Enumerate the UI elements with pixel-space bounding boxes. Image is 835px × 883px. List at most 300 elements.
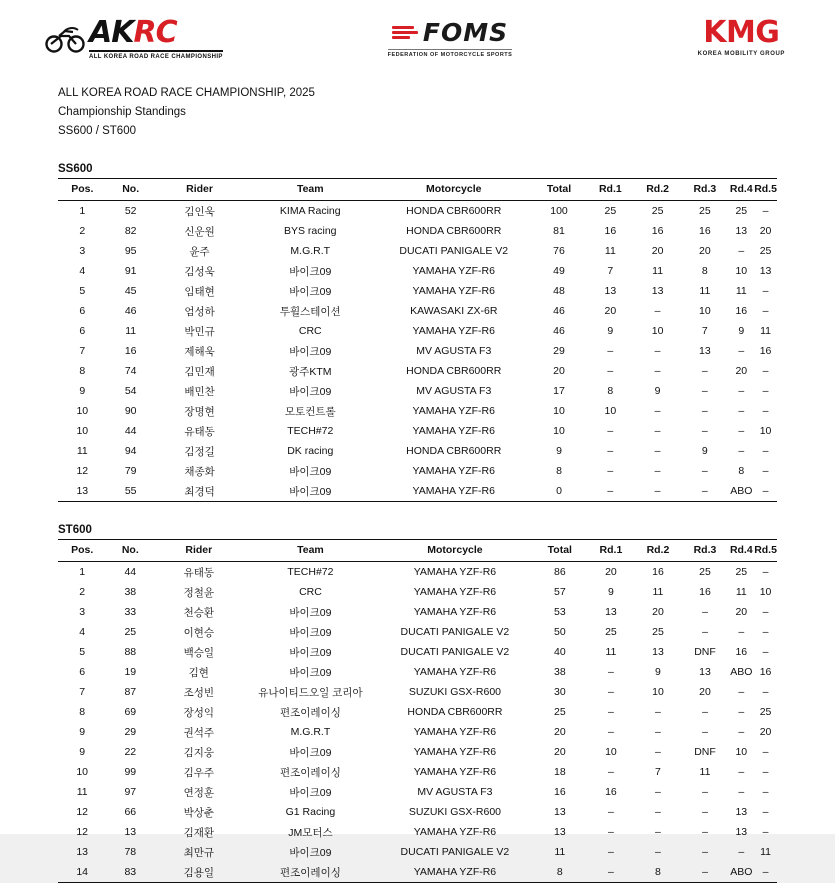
cell-rd2: – <box>655 786 661 798</box>
cell-total: 40 <box>553 646 566 658</box>
cell-rd1: 25 <box>604 205 617 217</box>
cell-rd3: – <box>702 606 708 618</box>
cell-team: 바이크09 <box>289 786 332 799</box>
cell-pos: 6 <box>79 305 86 317</box>
cell-rd5: – <box>762 365 769 377</box>
cell-rider: 윤주 <box>189 245 210 258</box>
cell-rd4: 20 <box>735 606 748 618</box>
cell-rd2: – <box>654 365 661 377</box>
cell-rd5: 11 <box>760 325 772 337</box>
cell-rider: 김성욱 <box>184 265 215 278</box>
cell-rd5: – <box>754 481 777 502</box>
table-row <box>58 421 777 441</box>
cell-pos: 12 <box>76 806 88 818</box>
standings-table-ss600 <box>58 178 777 502</box>
cell-total: 50 <box>553 626 566 638</box>
cell-no: 82 <box>124 225 137 237</box>
cell-no: 16 <box>124 345 137 357</box>
cell-rider: 장명현 <box>184 405 215 418</box>
table-row <box>58 201 777 222</box>
cell-pos: 5 <box>79 285 86 297</box>
cell-rd2: – <box>634 481 681 502</box>
cell-motorcycle: SUZUKI GSX-R600 <box>408 806 502 818</box>
cell-total: 10 <box>553 405 565 417</box>
cell-rd5: 11 <box>760 846 772 858</box>
column-header-no: No. <box>106 540 154 562</box>
cell-rider: 김현 <box>188 666 209 679</box>
cell-no: 19 <box>124 666 137 678</box>
cell-motorcycle: HONDA CBR600RR <box>406 365 502 377</box>
cell-team: 편조이레이싱 <box>243 862 377 883</box>
cell-rider: 임태현 <box>184 285 215 298</box>
cell-rd4: ABO <box>728 481 754 502</box>
cell-motorcycle: YAMAHA YZF-R6 <box>413 726 497 738</box>
heading-line-standings: Championship Standings <box>58 106 186 118</box>
cell-rd2: 10 <box>652 686 664 698</box>
cell-no: 91 <box>124 265 137 277</box>
cell-rd1: – <box>608 766 614 778</box>
cell-rd4: 13 <box>735 225 748 237</box>
cell-rd2: 25 <box>651 205 664 217</box>
table-row <box>58 782 777 802</box>
cell-rd4: – <box>738 766 745 778</box>
cell-rd5: 16 <box>759 345 772 357</box>
cell-pos: 6 <box>79 666 86 678</box>
cell-team: 편조이레이싱 <box>280 706 341 719</box>
fmos-subtitle: FEDERATION OF MOTORCYCLE SPORTS <box>388 49 513 58</box>
cell-rider: 김정길 <box>184 445 215 458</box>
cell-pos: 11 <box>76 786 88 798</box>
cell-motorcycle: YAMAHA YZF-R6 <box>413 666 497 678</box>
cell-team: 바이크09 <box>289 385 332 398</box>
cell-rider: 장성익 <box>183 706 214 719</box>
cell-rd5: 20 <box>759 225 772 237</box>
table-row <box>58 582 777 602</box>
cell-rd5: 13 <box>759 265 772 277</box>
column-header-rd4: Rd.4 <box>728 179 754 201</box>
column-header-pos: Pos. <box>58 179 107 201</box>
cell-total: 8 <box>532 862 587 883</box>
cell-rd1: 8 <box>607 385 614 397</box>
cell-total: 30 <box>553 686 566 698</box>
cell-no: 54 <box>124 385 137 397</box>
cell-rd3: 25 <box>699 205 711 217</box>
cell-pos: 9 <box>79 726 86 738</box>
cell-no: 52 <box>124 205 137 217</box>
akrc-logo <box>45 15 315 60</box>
cell-rider: 최만규 <box>183 846 214 859</box>
cell-rd2: 16 <box>652 566 664 578</box>
cell-total: 48 <box>553 285 565 297</box>
cell-total: 100 <box>550 205 568 217</box>
table-row <box>58 481 777 502</box>
cell-rd5: – <box>762 826 769 838</box>
cell-rd3: 13 <box>699 345 711 357</box>
cell-pos: 6 <box>79 325 86 337</box>
cell-rd1: – <box>608 806 614 818</box>
cell-rd4: 9 <box>738 325 745 337</box>
cell-rd5: – <box>754 862 777 883</box>
cell-rd4: 16 <box>735 646 748 658</box>
akrc-word-rc: RC <box>133 15 177 50</box>
section-title-ss600: SS600 <box>58 163 93 175</box>
cell-total: 76 <box>553 245 565 257</box>
cell-rd5: 25 <box>759 706 772 718</box>
cell-rd3: – <box>681 481 728 502</box>
cell-total: 25 <box>553 706 566 718</box>
cell-rd4: 10 <box>735 746 748 758</box>
cell-rd3: – <box>701 405 708 417</box>
cell-motorcycle: MV AGUSTA F3 <box>417 786 493 798</box>
cell-rd1: 13 <box>605 606 617 618</box>
cell-rd1: – <box>607 465 614 477</box>
cell-rider: 배민찬 <box>184 385 215 398</box>
cell-rd4: – <box>738 706 745 718</box>
cell-rd3: 7 <box>701 325 708 337</box>
cell-total: 29 <box>553 345 565 357</box>
cell-rd2: – <box>655 726 661 738</box>
cell-total: 46 <box>553 305 565 317</box>
cell-rd4: 25 <box>735 566 748 578</box>
cell-rd2: 13 <box>652 646 664 658</box>
cell-rd2: 9 <box>655 666 661 678</box>
cell-rd5: – <box>762 205 769 217</box>
cell-team: 편조이레이싱 <box>280 766 341 779</box>
cell-rd3: – <box>701 385 708 397</box>
cell-motorcycle: DUCATI PANIGALE V2 <box>400 646 510 658</box>
cell-rd4: ABO <box>730 666 753 678</box>
kmg-subtitle: KOREA MOBILITY GROUP <box>697 51 785 57</box>
cell-rider: 이현승 <box>183 626 214 639</box>
cell-rd5: – <box>762 746 769 758</box>
column-header-rd1: Rd.1 <box>587 179 634 201</box>
cell-no: 83 <box>106 862 154 883</box>
cell-rd4: – <box>738 345 745 357</box>
cell-rider: 김우주 <box>183 766 214 779</box>
cell-team: G1 Racing <box>285 806 336 818</box>
cell-rd3: – <box>701 365 708 377</box>
cell-rider: 연정훈 <box>183 786 214 799</box>
cell-rd1: 20 <box>604 305 617 317</box>
cell-motorcycle: DUCATI PANIGALE V2 <box>400 626 510 638</box>
cell-rd2: – <box>655 826 661 838</box>
cell-rd4: 11 <box>735 285 747 297</box>
cell-no: 25 <box>124 626 137 638</box>
cell-rd2: – <box>655 746 661 758</box>
cell-rider: 권석주 <box>183 726 214 739</box>
cell-total: 16 <box>553 786 566 798</box>
cell-pos: 5 <box>79 646 86 658</box>
cell-rider: 채종화 <box>184 465 215 478</box>
cell-rider: 제해욱 <box>184 345 215 358</box>
cell-team: M.G.R.T <box>290 726 331 738</box>
column-header-rider: Rider <box>154 540 243 562</box>
cell-team: TECH#72 <box>287 425 334 437</box>
cell-rd2: 13 <box>651 285 664 297</box>
cell-team: 모토컨트롤 <box>284 405 336 418</box>
cell-team: 바이크09 <box>289 666 332 679</box>
cell-rd2: 11 <box>652 265 664 277</box>
cell-rd4: – <box>738 245 745 257</box>
cell-rider: 김용일 <box>154 862 243 883</box>
cell-no: 66 <box>124 806 137 818</box>
cell-rd1: – <box>607 345 614 357</box>
table-row <box>58 381 777 401</box>
cell-no: 46 <box>124 305 137 317</box>
cell-rd2: – <box>655 846 661 858</box>
column-header-total: Total <box>531 179 586 201</box>
cell-no: 94 <box>124 445 137 457</box>
cell-total: 17 <box>553 385 565 397</box>
cell-no: 74 <box>124 365 137 377</box>
cell-rd4: – <box>738 786 745 798</box>
table-row <box>58 762 777 782</box>
cell-rd1: – <box>608 686 614 698</box>
cell-pos: 7 <box>79 686 86 698</box>
cell-rd1: 9 <box>607 325 614 337</box>
cell-total: 46 <box>553 325 565 337</box>
table-row <box>58 822 777 842</box>
cell-rider: 김민재 <box>184 365 215 378</box>
table-row <box>58 401 777 421</box>
cell-rd5: – <box>762 566 769 578</box>
cell-team: 바이크09 <box>289 646 332 659</box>
cell-rd3: – <box>702 846 708 858</box>
cell-team: 바이크09 <box>244 481 376 502</box>
cell-rd5: – <box>762 686 769 698</box>
table-row <box>58 441 777 461</box>
cell-total: 9 <box>556 445 562 457</box>
cell-total: 10 <box>553 425 565 437</box>
cell-rd4: – <box>738 726 745 738</box>
cell-motorcycle: YAMAHA YZF-R6 <box>413 586 497 598</box>
cell-rd2: 20 <box>651 245 664 257</box>
cell-rd5: – <box>762 806 769 818</box>
cell-no: 22 <box>124 746 137 758</box>
cell-pos: 12 <box>76 465 89 477</box>
cell-rd5: – <box>762 646 769 658</box>
cell-rd3: 10 <box>699 305 711 317</box>
cell-rd3: – <box>702 706 708 718</box>
cell-total: 13 <box>553 806 566 818</box>
cell-pos: 10 <box>76 425 89 437</box>
column-header-rd4: Rd.4 <box>729 540 755 562</box>
cell-rd3: – <box>681 862 728 883</box>
cell-rd2: – <box>655 806 661 818</box>
cell-rd4: 13 <box>735 826 748 838</box>
cell-rider: 김재환 <box>183 826 214 839</box>
section-title-st600: ST600 <box>58 524 92 536</box>
cell-no: 45 <box>124 285 137 297</box>
cell-pos: 9 <box>79 746 86 758</box>
cell-team: CRC <box>298 325 322 337</box>
cell-motorcycle: YAMAHA YZF-R6 <box>413 826 497 838</box>
cell-motorcycle: DUCATI PANIGALE V2 <box>400 846 510 858</box>
table-row <box>58 261 777 281</box>
cell-no: 55 <box>107 481 155 502</box>
cell-team: DK racing <box>287 445 334 457</box>
table-row <box>58 742 777 762</box>
cell-no: 11 <box>125 325 137 337</box>
column-header-rd5: Rd.5 <box>754 179 777 201</box>
cell-rd5: 10 <box>759 425 772 437</box>
cell-rider: 신운원 <box>184 225 215 238</box>
column-header-rd2: Rd.2 <box>634 179 681 201</box>
column-header-no: No. <box>107 179 155 201</box>
cell-rd1: 11 <box>604 245 616 257</box>
table-header-row <box>58 179 777 201</box>
document-heading <box>0 62 835 141</box>
cell-pos: 2 <box>79 225 86 237</box>
cell-rd1: – <box>587 862 634 883</box>
cell-rd2: 9 <box>654 385 661 397</box>
cell-rd2: 16 <box>651 225 664 237</box>
cell-rider: 엄성하 <box>184 305 215 318</box>
cell-no: 44 <box>124 566 137 578</box>
cell-rd1: 10 <box>604 405 617 417</box>
table-row <box>58 301 777 321</box>
cell-rd1: 10 <box>605 746 617 758</box>
cell-rd3: DNF <box>694 746 716 758</box>
cell-motorcycle: HONDA CBR600RR <box>406 445 502 457</box>
cell-rd4: – <box>738 846 745 858</box>
cell-pos: 4 <box>79 626 86 638</box>
cell-rd1: – <box>607 425 614 437</box>
cell-pos: 13 <box>58 481 107 502</box>
cell-rd5: 16 <box>759 666 772 678</box>
cell-rd5: – <box>762 465 769 477</box>
table-row <box>58 361 777 381</box>
table-row <box>58 341 777 361</box>
table-row <box>58 642 777 662</box>
table-row <box>58 321 777 341</box>
cell-motorcycle: HONDA CBR600RR <box>406 205 502 217</box>
cell-rd1: 25 <box>605 626 617 638</box>
cell-rd1: 16 <box>605 786 617 798</box>
column-header-pos: Pos. <box>58 540 106 562</box>
cell-rd5: – <box>762 305 769 317</box>
cell-rd4: 10 <box>735 265 748 277</box>
cell-rd1: 13 <box>604 285 617 297</box>
column-header-rd3: Rd.3 <box>681 540 728 562</box>
cell-pos: 10 <box>76 766 88 778</box>
cell-motorcycle: YAMAHA YZF-R6 <box>413 566 497 578</box>
cell-team: 바이크09 <box>289 285 332 298</box>
cell-rd3: 9 <box>701 445 708 457</box>
table-row <box>58 221 777 241</box>
table-row <box>58 702 777 722</box>
cell-no: 69 <box>124 706 137 718</box>
cell-rd4: 16 <box>735 305 748 317</box>
cell-rd5: – <box>762 786 769 798</box>
cell-no: 33 <box>124 606 137 618</box>
cell-motorcycle: YAMAHA YZF-R6 <box>412 265 495 277</box>
cell-rd2: – <box>654 445 661 457</box>
cell-total: 57 <box>553 586 566 598</box>
cell-motorcycle: KAWASAKI ZX-6R <box>410 305 498 317</box>
cell-team: TECH#72 <box>287 566 334 578</box>
cell-rd2: 8 <box>634 862 681 883</box>
cell-team: 바이크09 <box>289 465 332 478</box>
cell-rd4: – <box>738 425 745 437</box>
cell-motorcycle: YAMAHA YZF-R6 <box>413 606 497 618</box>
cell-no: 78 <box>124 846 137 858</box>
cell-total: 11 <box>554 846 566 858</box>
cell-rd4: 25 <box>735 205 748 217</box>
cell-motorcycle: YAMAHA YZF-R6 <box>412 325 495 337</box>
cell-pos: 9 <box>79 385 86 397</box>
cell-rider: 최경덕 <box>155 481 245 502</box>
cell-total: 0 <box>531 481 586 502</box>
cell-rd4: – <box>738 385 745 397</box>
cell-rd1: – <box>608 826 614 838</box>
fmos-logo <box>315 18 585 58</box>
cell-team: CRC <box>299 586 322 598</box>
cell-rd3: 25 <box>699 566 711 578</box>
cell-rider: 김지웅 <box>183 746 214 759</box>
cell-rd2: 10 <box>651 325 664 337</box>
cell-rd4: – <box>738 686 745 698</box>
column-header-rd3: Rd.3 <box>681 179 728 201</box>
cell-rd4: – <box>738 445 745 457</box>
table-row <box>58 842 777 862</box>
cell-rider: 천승환 <box>183 606 214 619</box>
cell-rd2: 20 <box>652 606 664 618</box>
table-row <box>58 802 777 822</box>
column-header-team: Team <box>243 540 377 562</box>
table-row <box>58 461 777 481</box>
cell-total: 8 <box>556 465 562 477</box>
table-row <box>58 682 777 702</box>
cell-rd2: 7 <box>655 766 661 778</box>
cell-team: BYS racing <box>284 225 337 237</box>
fmos-wordmark: FOMS <box>422 18 509 47</box>
cell-motorcycle: DUCATI PANIGALE V2 <box>399 245 509 257</box>
column-header-rd2: Rd.2 <box>634 540 681 562</box>
cell-team: 투휠스테이션 <box>279 305 341 318</box>
cell-rd3: 11 <box>699 285 711 297</box>
cell-rd3: 16 <box>699 586 711 598</box>
cell-motorcycle: YAMAHA YZF-R6 <box>376 481 531 502</box>
cell-rd2: – <box>654 465 661 477</box>
cell-no: 99 <box>124 766 137 778</box>
cell-rd1: 16 <box>604 225 617 237</box>
cell-total: 53 <box>553 606 566 618</box>
cell-total: 20 <box>553 726 566 738</box>
cell-rd2: – <box>654 405 661 417</box>
cell-motorcycle: YAMAHA YZF-R6 <box>413 766 497 778</box>
cell-no: 87 <box>124 686 137 698</box>
cell-rd3: – <box>702 626 708 638</box>
cell-pos: 7 <box>79 345 86 357</box>
column-header-rd5: Rd.5 <box>754 540 777 562</box>
cell-team: 바이크09 <box>289 606 332 619</box>
akrc-word-ak: AK <box>89 15 134 50</box>
column-header-rd1: Rd.1 <box>587 540 634 562</box>
cell-pos: 11 <box>76 445 88 457</box>
cell-rd4: 13 <box>735 806 748 818</box>
column-header-rider: Rider <box>155 179 245 201</box>
column-header-motorcycle: Motorcycle <box>376 179 531 201</box>
cell-no: 97 <box>124 786 137 798</box>
cell-rider: 유태동 <box>184 425 215 438</box>
cell-rd3: DNF <box>694 646 716 658</box>
cell-pos: 2 <box>79 586 86 598</box>
cell-rd5: – <box>762 405 769 417</box>
cell-team: KIMA Racing <box>279 205 341 217</box>
cell-rd4: – <box>738 405 745 417</box>
cell-rd4: 8 <box>738 465 745 477</box>
